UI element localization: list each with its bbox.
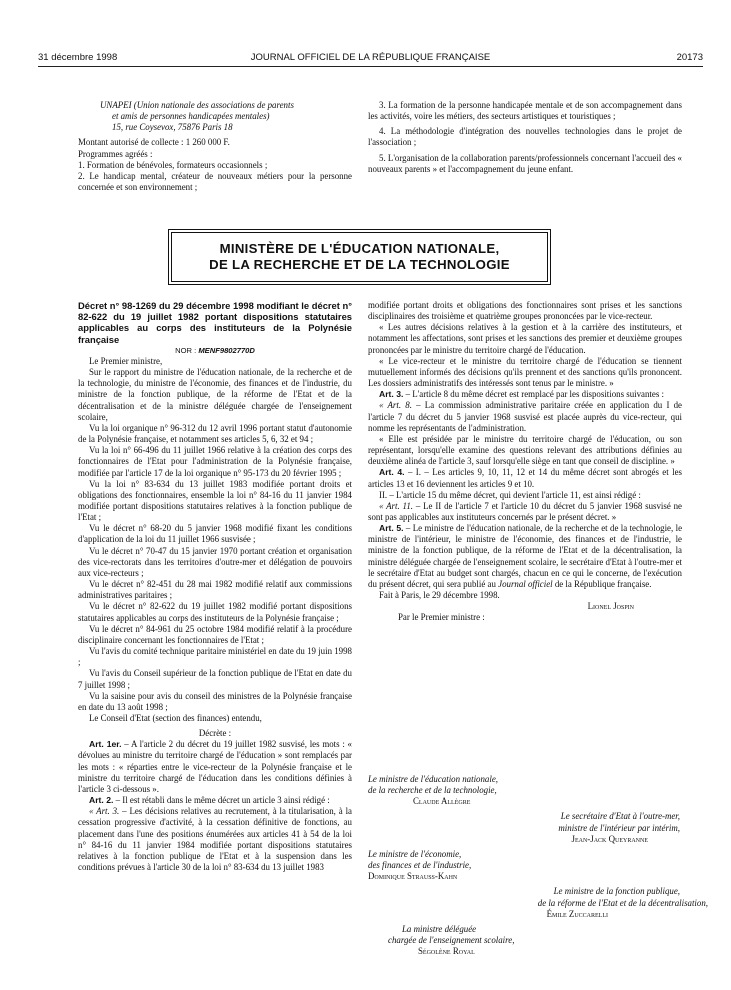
- article-text: – La commission administrative paritaire créée en application du I de l'article 7 du décret du 5 janvier 1968 susvisé est placée auprès du vice-recteur, qui nomme les représentants de l'administration.: [368, 400, 682, 433]
- article-8-quote: [368, 400, 682, 433]
- ministry-heading-line: MINISTÈRE DE L'ÉDUCATION NATIONALE,: [219, 241, 500, 256]
- minister-title: de la recherche et de la technologie,: [368, 785, 497, 796]
- minister-title: Le secrétaire d'Etat à l'outre-mer,: [560, 811, 680, 822]
- article-text: – I. – Les articles 9, 10, 11, 12 et 14 du même décret sont abrogés et les articles 13 et 16 deviennent les articles 9 et 10.: [368, 467, 682, 489]
- header-page-number: 20173: [676, 52, 703, 63]
- paragraph: Vu le décret n° 82-622 du 19 juillet 1982 modifié portant dispositions statutaires applicables au corps des instituteurs de la Polynésie française ;: [78, 601, 352, 623]
- article-3: [368, 389, 682, 400]
- org-name: UNAPEI (Union nationale des associations de parents: [100, 100, 294, 110]
- minister-title: Le ministre de l'économie,: [368, 848, 462, 859]
- header-journal-title: JOURNAL OFFICIEL DE LA RÉPUBLIQUE FRANÇAISE: [250, 52, 491, 63]
- program-item: 3. La formation de la personne handicapée mentale et de son accompagnement dans les activités, voire les métiers, des secteurs artistiques et touristiques ;: [368, 100, 682, 122]
- org-address: 15, rue Coysevox, 75876 Paris 18: [112, 122, 233, 133]
- article-5: [368, 523, 682, 590]
- article-11-quote: [368, 501, 682, 523]
- article-2: [78, 795, 352, 806]
- org-name-continued: et amis de personnes handicapées mentales): [112, 111, 270, 122]
- paragraph: Vu le décret n° 70-47 du 15 janvier 1970 portant création et organisation des vice-rectorats dans les territoires d'outre-mer et délégation de pouvoirs aux vice-recteurs ;: [78, 545, 352, 578]
- minister-title: de la réforme de l'Etat et de la décentralisation,: [537, 897, 708, 908]
- quoted-article-label: « Art. 11.: [379, 500, 413, 511]
- paragraph: « Le vice-recteur et le ministre du territoire chargé de l'éducation se tiennent mutuellement informés des décisions qu'ils prennent et des sanctions qu'ils prononcent. Les dossiers administratifs des intéressés sont tenus par le ministre. »: [368, 355, 682, 389]
- top-left-column: [78, 100, 352, 193]
- program-item: 2. Le handicap mental, créateur de nouveaux métiers pour la personne concernée et son environnement ;: [78, 170, 352, 193]
- paragraph: Le Premier ministre,: [89, 355, 163, 366]
- main-right-column: [368, 300, 682, 624]
- minister-title: chargée de l'enseignement scolaire,: [388, 935, 515, 946]
- decree-title: Décret n° 98-1269 du 29 décembre 1998 modifiant le décret n° 82-622 du 19 juillet 1982 portant dispositions statutaires applicables au corps des instituteurs de la Polynésie française: [78, 300, 352, 345]
- minister-name: Jean-Jack Queyranne: [571, 833, 648, 844]
- paragraph: « Elle est présidée par le ministre du territoire chargé de l'éducation, ou son représentant, lorsqu'elle examine des questions relevant des attributions définies au deuxième alinéa de l'article 3, sauf lorsqu'elle siège en tant que conseil de discipline. »: [368, 433, 682, 467]
- top-right-column: [368, 100, 682, 175]
- nor-code: MENF9802770D: [198, 345, 255, 355]
- par-le-premier-ministre: Par le Premier ministre :: [398, 612, 485, 623]
- article-3-quote: [78, 806, 352, 873]
- organization-block: [100, 100, 352, 133]
- article-text: – Les décisions relatives au recrutement, à la titularisation, à la cessation progressive d'activité, à la cessation définitive de fonctions, au placement dans l'une des positions énumérées aux articles 41 à 54 de la loi n° 84-16 du 11 janvier 1984 modifiée portant dispositions statutaires relatives à la fonction publique de l'Etat et à la suspension dans les conditions prévues à l'article 30 de la loi n° 83-634 du 13 juillet 1983: [78, 806, 352, 872]
- running-header: [38, 52, 703, 66]
- paragraph: Vu l'avis du Conseil supérieur de la fonction publique de l'Etat en date du 7 juillet 1998 ;: [78, 668, 352, 690]
- ministry-heading-line: DE LA RECHERCHE ET DE LA TECHNOLOGIE: [209, 257, 510, 272]
- minister-name: Ségolène Royal: [418, 946, 475, 957]
- minister-name: Dominique Strauss-Kahn: [368, 871, 458, 882]
- nor-reference: [78, 345, 352, 356]
- quoted-article-label: « Art. 3.: [89, 806, 120, 817]
- article-label: Art. 1er.: [89, 739, 122, 750]
- paragraph: Vu la saisine pour avis du conseil des ministres de la Polynésie française en date du 13 août 1998 ;: [78, 690, 352, 712]
- paragraph: Vu l'avis du comité technique paritaire ministériel en date du 19 juin 1998 ;: [78, 646, 352, 668]
- main-left-column: [78, 300, 352, 873]
- article-4: [368, 467, 682, 489]
- minister-name: Claude Allègre: [413, 796, 471, 807]
- ministry-heading-box: [171, 232, 548, 282]
- paragraph: Sur le rapport du ministre de l'éducation nationale, de la recherche et de la technologie, du ministre de l'économie, des finances et de l'industrie, du ministre de la fonction publique, de la réforme de l'Etat et de la décentralisation et de la ministre déléguée chargée de l'enseignement scolaire,: [78, 367, 352, 422]
- program-item: 1. Formation de bénévoles, formateurs occasionnels ;: [78, 159, 268, 170]
- article-label: Art. 2.: [89, 795, 114, 806]
- paragraph: Vu la loi n° 83-634 du 13 juillet 1983 modifiée portant droits et obligations des fonctionnaires, ensemble la loi n° 84-16 du 11 janvier 1984 modifiée portant dispositions statutaires relatives à la fonction publique de l'Etat ;: [78, 478, 352, 523]
- paragraph: II. – L'article 15 du même décret, qui devient l'article 11, est ainsi rédigé :: [379, 489, 641, 500]
- header-date: 31 décembre 1998: [38, 52, 118, 63]
- program-item: 4. La méthodologie d'intégration des nouvelles technologies dans le projet de l'association ;: [368, 126, 682, 148]
- collection-amount: Montant autorisé de collecte : 1 260 000 F.: [78, 137, 230, 148]
- article-text: de la République française.: [552, 578, 652, 589]
- article-label: Art. 5.: [379, 523, 404, 534]
- place-date: Fait à Paris, le 29 décembre 1998.: [379, 590, 500, 601]
- minister-title: Le ministre de l'éducation nationale,: [368, 774, 498, 784]
- article-text: – A l'article 2 du décret du 19 juillet 1982 susvisé, les mots : « dévolues au ministre du territoire chargé de l'éducation » sont remplacés par les mots : « réparties entre le vice-recteur de la Polynésie française et le ministre du territoire chargé de l'éducation dans les conditions définies à l'article 3 ci-dessous ».: [78, 739, 352, 794]
- article-label: Art. 4.: [379, 467, 405, 478]
- decrete-heading: Décrète :: [198, 728, 232, 739]
- paragraph: Vu le décret n° 84-961 du 25 octobre 1984 modifié relatif à la procédure disciplinaire concernant les fonctionnaires de l'Etat ;: [78, 623, 352, 645]
- minister-title: Le ministre de la fonction publique,: [553, 886, 680, 897]
- article-1: [78, 739, 352, 795]
- article-text: – Le II de l'article 7 et l'article 10 du décret du 5 janvier 1968 susvisé ne sont pas applicables aux instituteurs concernés par le présent décret. »: [368, 500, 682, 522]
- quoted-article-label: « Art. 8.: [379, 400, 412, 411]
- paragraph: « Les autres décisions relatives à la gestion et à la carrière des instituteurs, et notamment les affectations, sont prises et les sanctions des premier et deuxième groupes prononcées par le ministre du territoire chargé de l'éducation.: [368, 322, 682, 355]
- minister-title: des finances et de l'industrie,: [368, 860, 472, 871]
- programs-label: Programmes agréés :: [78, 148, 153, 159]
- article-label: Art. 3.: [379, 389, 404, 400]
- paragraph: Le Conseil d'Etat (section des finances) entendu,: [89, 712, 262, 723]
- article-text: – Le ministre de l'éducation nationale, de la recherche et de la technologie, le ministre de l'intérieur, le ministre de l'économie, des finances et de l'industrie, le ministre de la fonction publique, de la réforme de l'Etat et de la décentralisation, la ministre déléguée chargée de l'enseignement scolaire, le secrétaire d'Etat à l'outre-mer et le secrétaire d'Etat au budget sont chargés, chacun en ce qui le concerne, de l'exécution du présent décret, qui sera publié au: [368, 523, 683, 589]
- paragraph: modifiée portant droits et obligations des fonctionnaires sont prises et les sanctions disciplinaires des troisième et quatrième groupes prononcées par le vice-recteur.: [368, 300, 682, 322]
- nor-label: NOR :: [175, 345, 197, 355]
- paragraph: Vu la loi n° 66-496 du 11 juillet 1966 relative à la création des corps des fonctionnaires de l'Etat pour l'administration de la Polynésie française, modifiée par l'article 17 de la loi organique n° 95-173 du 20 février 1995 ;: [78, 445, 352, 478]
- minister-name: Émile Zuccarelli: [546, 908, 608, 919]
- article-text: – L'article 8 du même décret est remplacé par les dispositions suivantes :: [403, 389, 664, 400]
- paragraph: Vu le décret n° 68-20 du 5 janvier 1968 modifié fixant les conditions d'application de la loi du 11 juillet 1966 susvisée ;: [78, 523, 352, 545]
- minister-title: ministre de l'intérieur par intérim,: [558, 822, 680, 833]
- minister-title: La ministre déléguée: [402, 923, 477, 934]
- paragraph: Vu la loi organique n° 96-312 du 12 avril 1996 portant statut d'autonomie de la Polynésie française, et notamment ses articles 5, 6, 32 et 94 ;: [78, 422, 352, 445]
- paragraph: Vu le décret n° 82-451 du 28 mai 1982 modifié relatif aux commissions administratives paritaires ;: [78, 579, 352, 601]
- signature-block: [368, 774, 708, 957]
- signatory-name: Lionel Jospin: [587, 601, 634, 612]
- header-rule: [38, 66, 703, 67]
- program-item: 5. L'organisation de la collaboration parents/professionnels concernant l'accueil des « nouveaux parents » et l'accompagnement du jeune enfant.: [368, 152, 682, 174]
- journal-officiel-ref: Journal officiel: [498, 578, 553, 589]
- article-text: – Il est rétabli dans le même décret un article 3 ainsi rédigé :: [113, 795, 330, 806]
